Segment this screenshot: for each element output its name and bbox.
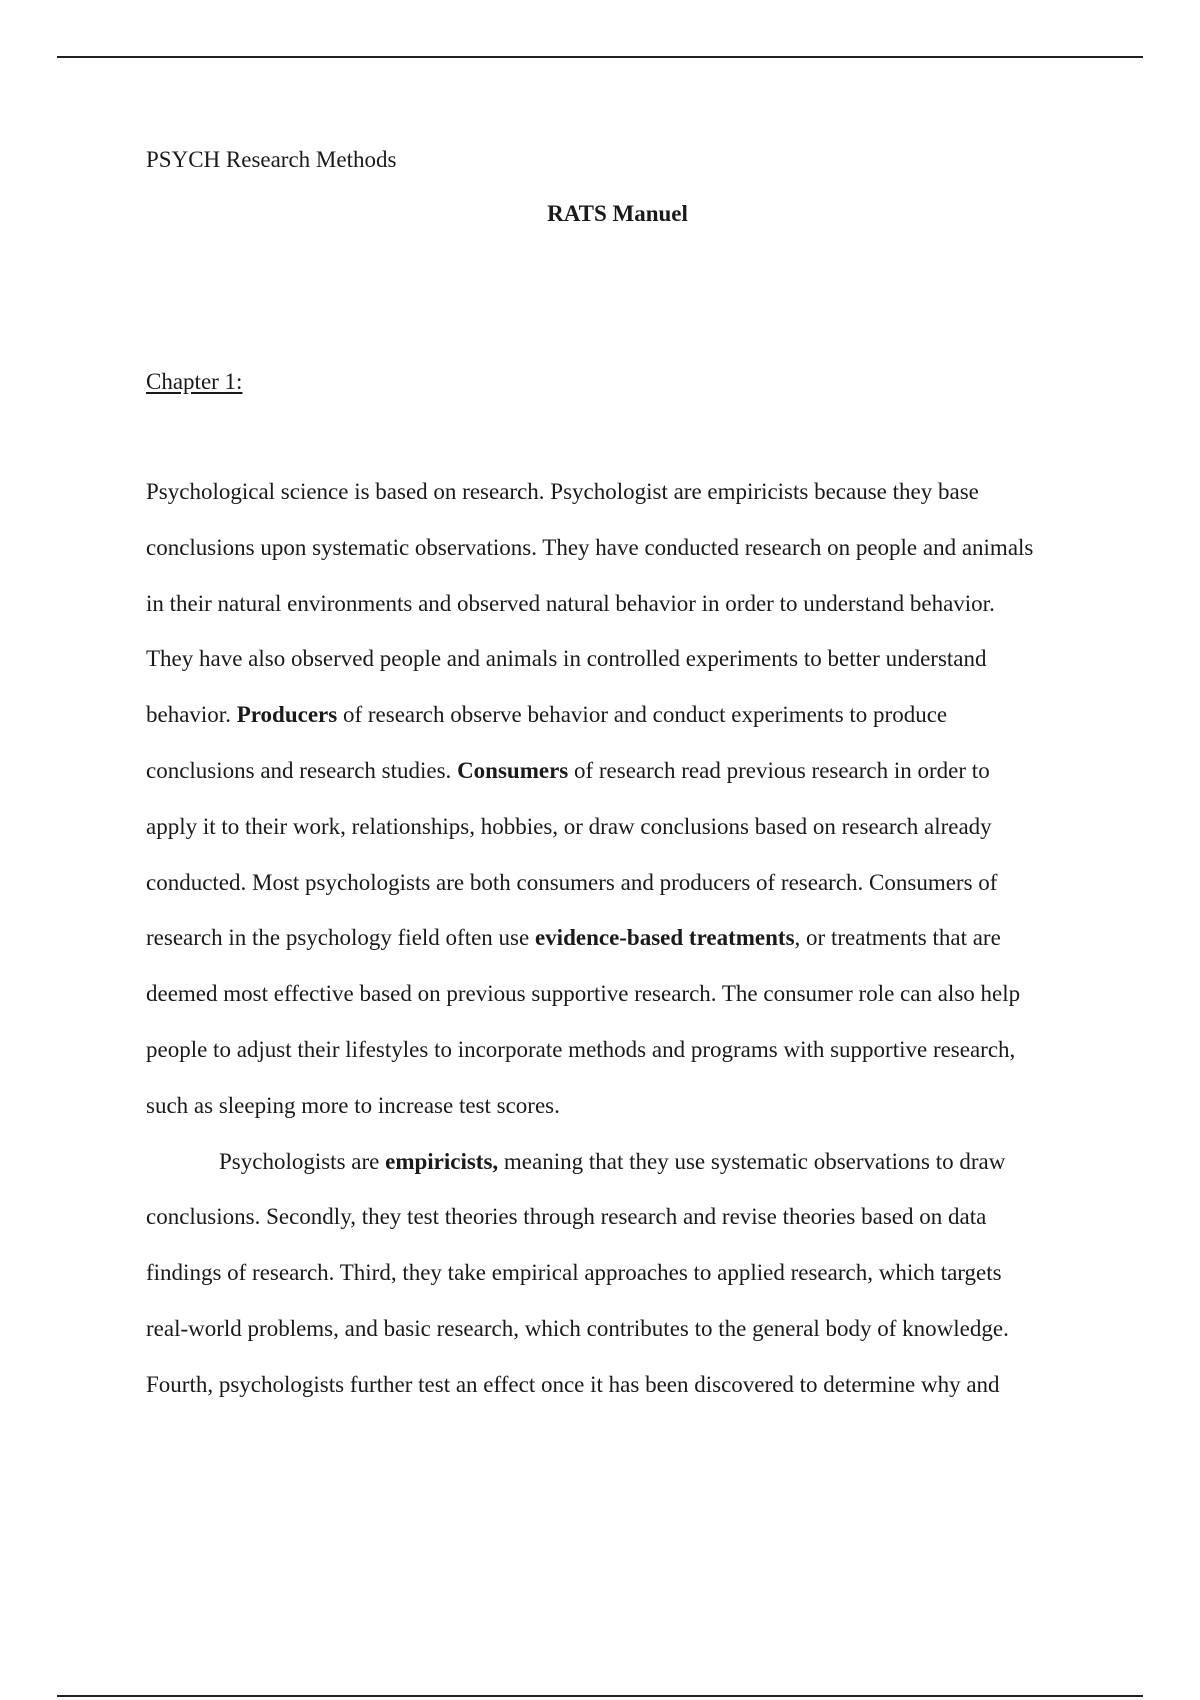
text-line — [146, 812, 1106, 868]
text-run: in their natural environments and observed natural behavior in order to understand behavior. — [146, 590, 995, 616]
text-run: apply it to their work, relationships, hobbies, or draw conclusions based on research already — [146, 813, 992, 839]
text-line — [146, 868, 1106, 924]
text-run: behavior. — [146, 702, 237, 728]
text-run: research in the psychology field often use — [146, 925, 535, 951]
text-line — [146, 533, 1106, 589]
bottom-rule — [57, 1695, 1143, 1697]
text-line — [146, 1091, 1106, 1147]
text-line — [146, 923, 1106, 979]
text-line — [146, 589, 1106, 645]
text-line — [146, 1035, 1106, 1091]
text-line — [146, 1147, 1106, 1203]
top-rule — [57, 56, 1143, 58]
text-line — [146, 700, 1106, 756]
text-run: conclusions. Secondly, they test theories through research and revise theories based on data — [146, 1204, 987, 1230]
text-run: conducted. Most psychologists are both consumers and producers of research. Consumers of — [146, 869, 998, 895]
chapter-heading: Chapter 1: — [146, 369, 243, 394]
text-run: They have also observed people and animals in controlled experiments to better understand — [146, 646, 987, 672]
text-run: Fourth, psychologists further test an effect once it has been discovered to determine why and — [146, 1371, 1000, 1397]
text-line — [146, 756, 1106, 812]
text-run: of research read previous research in order to — [568, 757, 990, 783]
text-line — [146, 477, 1106, 533]
text-line — [146, 644, 1106, 700]
text-run: such as sleeping more to increase test scores. — [146, 1092, 560, 1118]
text-run: conclusions upon systematic observations. They have conducted research on people and animals — [146, 534, 1034, 560]
text-run: meaning that they use systematic observations to draw — [498, 1148, 1006, 1174]
bold-term: evidence-based treatments — [534, 925, 795, 951]
text-run: of research observe behavior and conduct experiments to produce — [337, 702, 948, 728]
bold-term: Consumers — [457, 757, 569, 783]
text-run: conclusions and research studies. — [146, 757, 458, 783]
text-run: Psychologists are — [219, 1148, 386, 1174]
text-line — [146, 1258, 1106, 1314]
text-run: Psychological science is based on research. Psychologist are empiricists because they base — [146, 479, 979, 504]
course-name: PSYCH Research Methods — [146, 147, 397, 172]
text-line — [146, 1370, 1106, 1426]
text-run: , or treatments that are — [794, 925, 1001, 951]
text-line — [146, 979, 1106, 1035]
body-text — [146, 477, 1106, 1426]
text-run: deemed most effective based on previous supportive research. The consumer role can also help — [146, 981, 1021, 1007]
document-title: RATS Manuel — [547, 201, 688, 226]
text-line — [146, 1314, 1106, 1370]
text-run: findings of research. Third, they take empirical approaches to applied research, which targets — [146, 1260, 1002, 1286]
bold-term: empiricists, — [385, 1148, 499, 1174]
text-run: people to adjust their lifestyles to incorporate methods and programs with supportive research, — [146, 1036, 1016, 1062]
bold-term: Producers — [236, 702, 338, 728]
text-line — [146, 1202, 1106, 1258]
text-run: real-world problems, and basic research, which contributes to the general body of knowledge. — [146, 1315, 1009, 1341]
